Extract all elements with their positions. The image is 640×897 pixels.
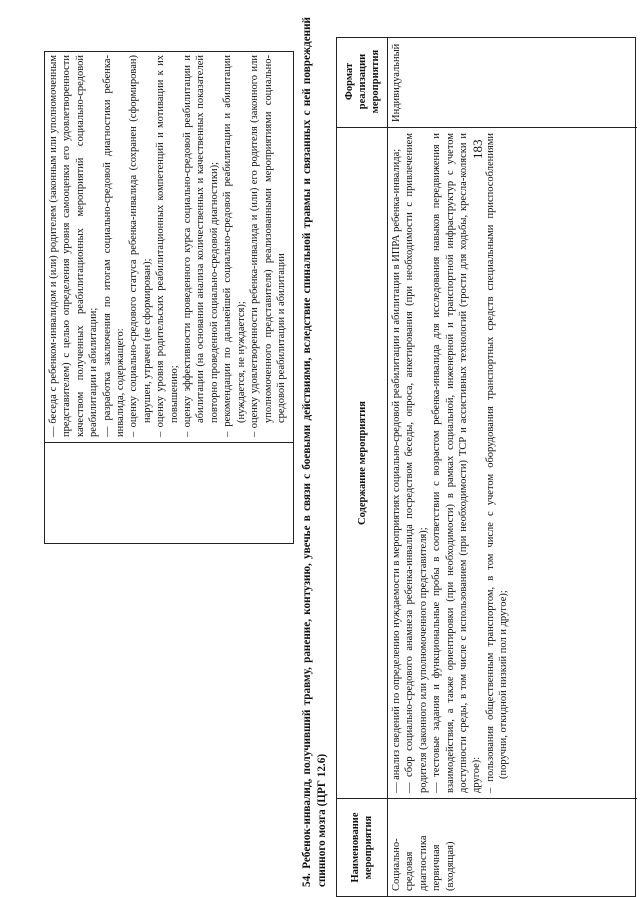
prev-item: – оценку эффективности проведенного курса социально-средовой реабилитации и абилитации (на основании анализа количественных и качественных показателей повторно проведенной социально-средовой диагностики); bbox=[182, 55, 220, 437]
row-content-cell bbox=[387, 128, 637, 799]
continuation-table-content-cell bbox=[45, 50, 293, 443]
prev-item: – оценку уровня родительских реабилитационных компетенций и мотивации к их повышению; bbox=[155, 55, 180, 437]
measures-table bbox=[336, 37, 636, 897]
header-format: Формат реализации мероприятия bbox=[337, 36, 387, 128]
continuation-table bbox=[44, 51, 294, 544]
prev-item: — беседа с ребенком-инвалидом и (или) родителем (законным или уполномоченным представителем) с целью определения уровня самооценки его удовлетворенности качеством полученных реабилитационных мероприятий социально-средовой реабилитации и абилитации; bbox=[48, 55, 100, 437]
header-name: Наименование мероприятия bbox=[350, 812, 374, 883]
row-format-cell: Индивидуальный bbox=[387, 36, 637, 128]
header-content: Содержание мероприятия bbox=[337, 128, 387, 799]
row-name-cell: Социально-средовая диагностика первичная (входящая) bbox=[391, 835, 456, 891]
content-item: — тестовые задания и функциональные пробы в соответствии с возрастом ребенка-инвалида для исследования навыков передвижения и взаимодействия, а также ориентировки (при необходимости) в рамках социальной, инженерной и транспортной инфраструктур с учетом доступности среды, в том числе с использованием (при необходимости) ТСР и ассистивных технологий (трости для ходьбы, кресла-коляски и другое): bbox=[431, 133, 483, 793]
section-heading: 54. Ребенок-инвалид, получивший травму, ранение, контузию, увечье в связи с боевыми действиями, вследствие спинальной травмы и связанных с ней повреждений спинного мозга (ЦРГ 12.6) bbox=[301, 17, 328, 887]
prev-item: – рекомендации по дальнейшей социально-средовой реабилитации и абилитации (нуждается, не нуждается); bbox=[222, 55, 247, 437]
prev-item: – оценку социально-средового статуса ребенка-инвалида (сохранен (сформирован) нарушен, утрачен (не сформирован); bbox=[128, 55, 153, 437]
content-item: — анализ сведений по определению нуждаемости в мероприятиях социально-средовой реабилитации и абилитации в ИПРА ребенка-инвалида; bbox=[391, 148, 402, 793]
continuation-table-name-cell bbox=[45, 443, 293, 543]
prev-item: — разработка заключения по итогам социально-средовой диагностики ребенка-инвалида, содержащего: bbox=[101, 55, 127, 437]
prev-item: – оценку удовлетворенности ребенка-инвалида и (или) его родителя (законного или уполномоченного представителя) реализованными мероприятиями социально-средовой реабилитации и абилитации bbox=[249, 55, 287, 437]
content-item: – пользования общественным транспортом, в том числе с учетом оборудования транспортных средств специальными приспособлениями (поручни, откидной низкий пол и другое); bbox=[484, 133, 510, 793]
content-item: — сбор социально-средового анамнеза ребенка-инвалида посредством беседы, опроса, анкетирования (при необходимости с привлечением родителя (законного или уполномоченного представителя); bbox=[404, 133, 429, 793]
page-number: 183 bbox=[470, 139, 485, 159]
